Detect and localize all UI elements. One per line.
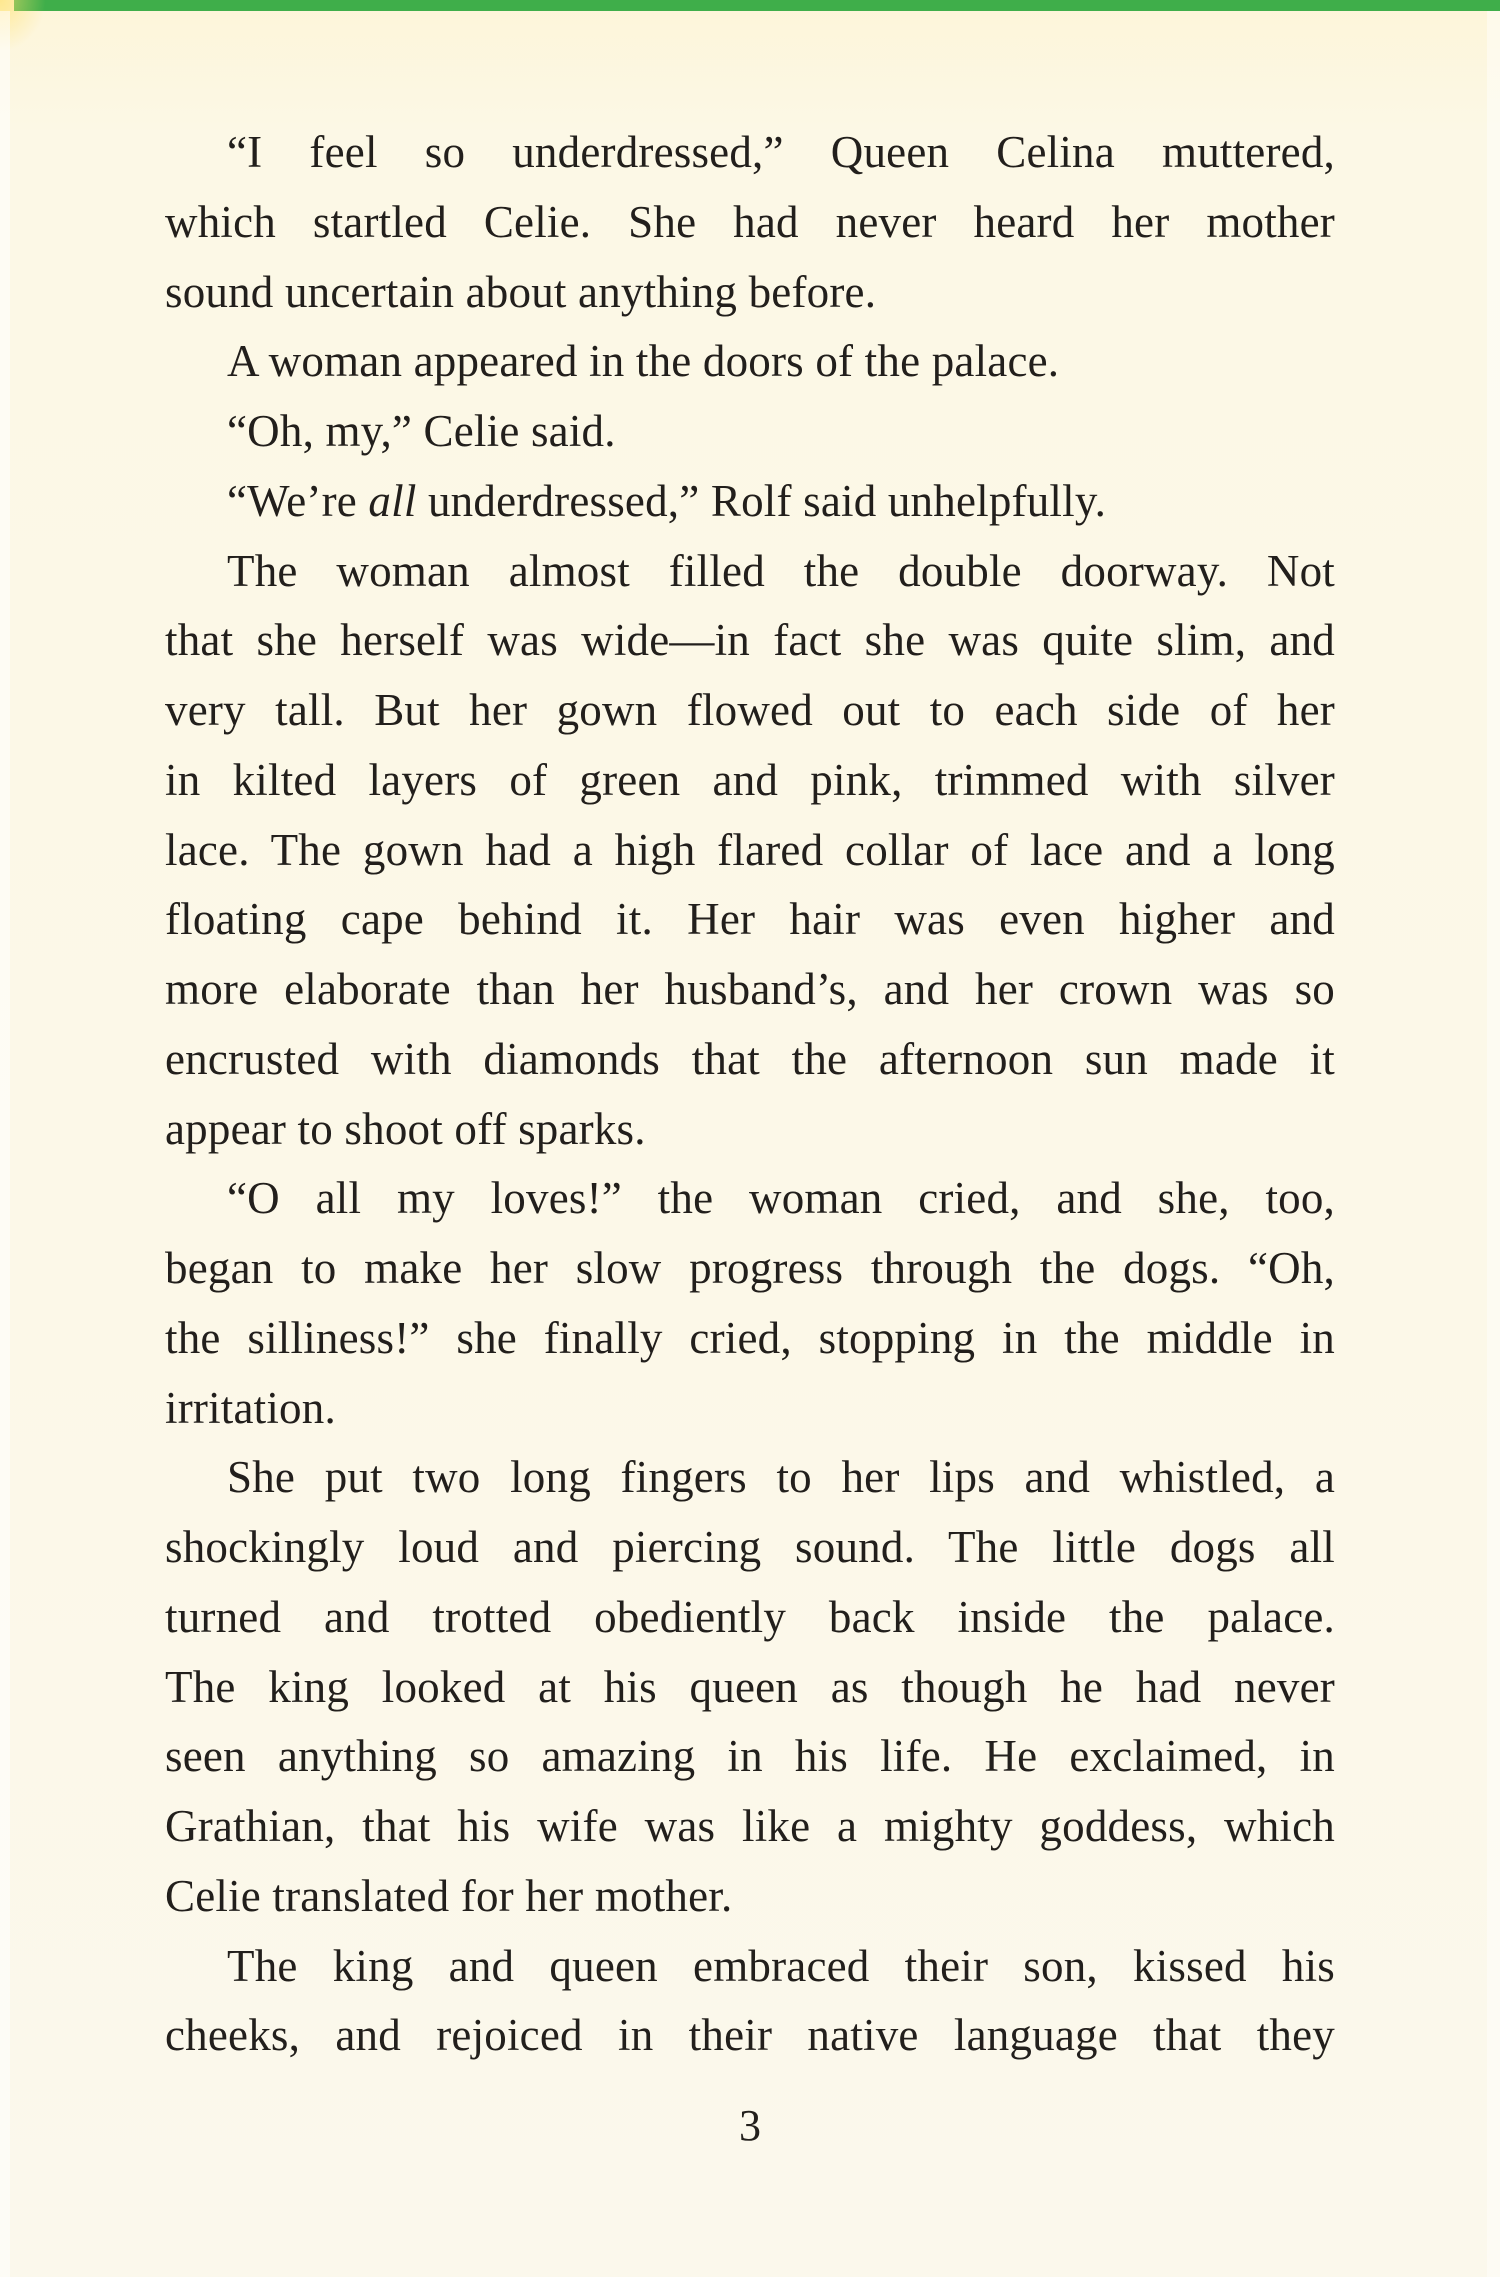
text-segment: Grathian, that his wife was like a mighty goddess, which [165, 1801, 1335, 1851]
text-segment: shockingly loud and piercing sound. The little dogs all [165, 1522, 1335, 1572]
text-line [165, 1722, 1335, 1792]
left-edge-highlight [0, 11, 10, 2277]
text-line [165, 676, 1335, 746]
text-line [165, 1583, 1335, 1653]
right-edge-highlight [1487, 11, 1500, 2277]
text-segment: A woman appeared in the doors of the palace. [227, 336, 1060, 387]
text-segment: “Oh, my,” Celie said. [227, 406, 616, 456]
text-line [165, 1513, 1335, 1583]
text-line [165, 397, 1335, 467]
text-segment: seen anything so amazing in his life. He exclaimed, in [165, 1731, 1335, 1782]
text-line [165, 1164, 1335, 1234]
page-number: 3 [739, 2101, 761, 2150]
text-line [165, 1095, 1335, 1165]
text-segment: “I feel so underdressed,” Queen Celina muttered, [227, 127, 1335, 177]
text-segment: appear to shoot off sparks. [165, 1103, 646, 1154]
text-segment: “We’re [227, 475, 369, 526]
text-segment: encrusted with diamonds that the afternoon sun made it [165, 1033, 1335, 1084]
text-segment: sound uncertain about anything before. [165, 266, 877, 317]
text-segment: the silliness!” she finally cried, stopping in the middle in [165, 1312, 1335, 1363]
text-segment: began to make her slow progress through the dogs. “Oh, [165, 1243, 1335, 1293]
text-segment: floating cape behind it. Her hair was even higher and [165, 894, 1335, 945]
text-segment: in kilted layers of green and pink, trimmed with silver [165, 754, 1335, 805]
text-line [165, 1653, 1335, 1723]
top-left-corner-notch [0, 0, 14, 11]
text-line [165, 606, 1335, 676]
text-line [165, 746, 1335, 816]
text-line [165, 537, 1335, 607]
text-line [165, 1374, 1335, 1444]
text-line [165, 467, 1335, 537]
text-line [165, 1234, 1335, 1304]
text-line [165, 1932, 1335, 2002]
text-segment: underdressed,” Rolf said unhelpfully. [416, 475, 1107, 526]
text-segment: She put two long fingers to her lips and whistled, a [227, 1452, 1335, 1503]
text-segment: irritation. [165, 1382, 336, 1433]
text-segment: “O all my loves!” the woman cried, and she, too, [227, 1173, 1335, 1224]
text-line [165, 118, 1335, 188]
text-line [165, 1443, 1335, 1513]
text-segment: turned and trotted obediently back inside the palace. [165, 1591, 1335, 1642]
text-segment: cheeks, and rejoiced in their native language that they [165, 2010, 1335, 2061]
text-line [165, 1304, 1335, 1374]
text-line [165, 188, 1335, 258]
text-line [165, 1025, 1335, 1095]
text-segment: that she herself was wide—in fact she was quite slim, and [165, 615, 1335, 666]
text-segment: which startled Celie. She had never heard her mother [165, 196, 1335, 247]
text-line [165, 1792, 1335, 1862]
text-line [165, 885, 1335, 955]
text-segment: more elaborate than her husband’s, and her crown was so [165, 964, 1335, 1014]
text-line [165, 2001, 1335, 2071]
italic-text-segment: all [368, 475, 417, 526]
page-text-block [165, 118, 1335, 2071]
text-line [165, 1862, 1335, 1932]
text-line [165, 258, 1335, 328]
text-line [165, 816, 1335, 886]
text-segment: lace. The gown had a high flared collar of lace and a long [165, 824, 1335, 875]
text-segment: very tall. But her gown flowed out to each side of her [165, 685, 1335, 735]
text-line [165, 955, 1335, 1025]
top-edge-green-bar [14, 0, 1500, 11]
text-segment: The woman almost filled the double doorway. Not [227, 545, 1335, 596]
text-line [165, 327, 1335, 397]
text-segment: Celie translated for her mother. [165, 1870, 733, 1921]
text-segment: The king looked at his queen as though he had never [165, 1661, 1335, 1712]
text-segment: The king and queen embraced their son, kissed his [227, 1940, 1335, 1991]
